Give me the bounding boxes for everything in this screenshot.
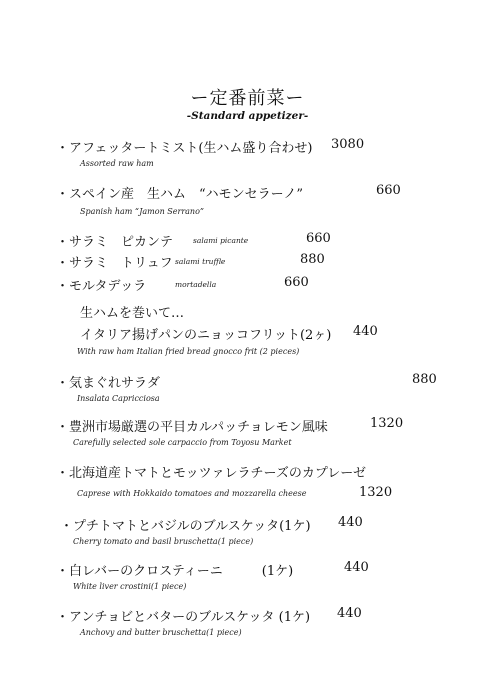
menu-item-english: Spanish ham “Jamon Serrano”: [80, 207, 204, 216]
menu-item-name: ・アンチョビとバターのブルスケッタ (1ケ): [56, 610, 311, 625]
menu-item-price: 440: [337, 606, 362, 621]
menu-item-price: 660: [376, 183, 401, 198]
menu-item-english: Insalata Capricciosa: [77, 394, 160, 403]
menu-item-name: ・豊洲市場厳選の平目カルパッチョレモン風味: [56, 420, 328, 435]
menu-item-price: 440: [353, 324, 378, 339]
menu-item-english: Carefully selected sole carpaccio from Toyosu Market: [73, 438, 292, 447]
menu-item-english: Assorted raw ham: [80, 159, 154, 168]
menu-item-price: 1320: [359, 485, 393, 500]
menu-item-english: Cherry tomato and basil bruschetta(1 piece): [73, 537, 254, 546]
menu-item-name: ・モルタデッラ: [56, 279, 147, 294]
menu-item-name: ・サラミ トリュフ: [56, 256, 173, 271]
menu-item-price: 660: [284, 275, 309, 290]
menu-item-name: ・サラミ ピカンテ: [56, 235, 174, 250]
menu-item-price: 880: [412, 372, 437, 387]
menu-item-english: Anchovy and butter bruschetta(1 piece): [80, 628, 242, 637]
menu-item-price: 880: [300, 252, 325, 267]
menu-item-name: ・アフェッタートミスト(生ハム盛り合わせ): [56, 141, 313, 156]
menu-item-english: Caprese with Hokkaido tomatoes and mozzarella cheese: [77, 489, 307, 498]
menu-item-price: 1320: [370, 416, 404, 431]
menu-item-price: 3080: [331, 137, 365, 152]
menu-item-english: salami truffle: [175, 257, 226, 266]
menu-item-name: ・スペイン産 生ハム “ハモンセラーノ”: [56, 187, 304, 202]
menu-item-price: 660: [306, 231, 331, 246]
menu-item-english: mortadella: [175, 280, 217, 289]
menu-subtitle: -Standard appetizer-: [186, 110, 309, 122]
menu-item-name-line2: イタリア揚げパンのニョッコフリット(2ヶ): [80, 328, 332, 343]
menu-title: ー定番前菜ー: [190, 88, 305, 109]
menu-item-name: ・北海道産トマトとモッツァレラチーズのカプレーゼ: [56, 466, 367, 481]
menu-item-name-line1: 生ハムを巻いて…: [80, 306, 185, 321]
menu-item-english: salami picante: [193, 236, 249, 245]
menu-item-price: 440: [338, 515, 363, 530]
menu-item-name: ・白レバーのクロスティーニ (1ケ): [56, 564, 294, 579]
menu-item-name: ・プチトマトとバジルのブルスケッタ(1ケ): [60, 519, 311, 534]
menu-item-price: 440: [344, 560, 369, 575]
menu-item-english: With raw ham Italian fried bread gnocco frit (2 pieces): [77, 347, 300, 356]
menu-item-english: White liver crostini(1 piece): [73, 582, 187, 591]
menu-item-name: ・気まぐれサラダ: [56, 376, 160, 391]
